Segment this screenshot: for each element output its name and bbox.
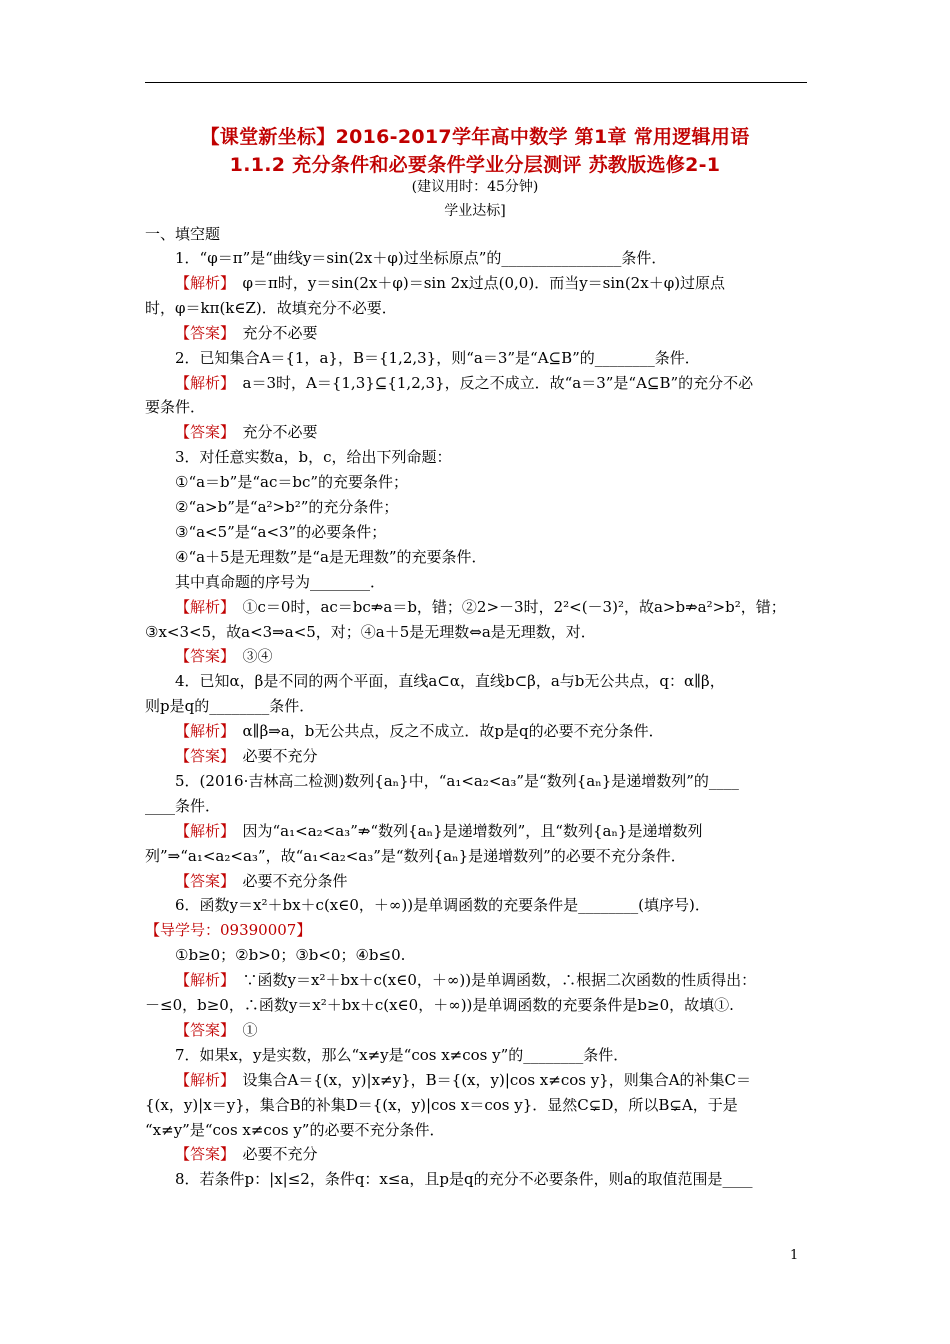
body-line (145, 445, 810, 469)
body-line (145, 1018, 810, 1042)
line-text: ④“a＋5是无理数”是“a是无理数”的充要条件． (175, 548, 487, 566)
body-line (145, 570, 810, 594)
line-text: 3．对任意实数a，b，c，给出下列命题： (175, 448, 452, 466)
analysis-tag: 【解析】 (175, 822, 228, 840)
line-text: a＝3时，A＝{1,3}⊆{1,2,3}，反之不成立．故“a＝3”是“A⊆B”的充分不必 (227, 374, 754, 392)
line-text: 必要不充分条件 (227, 872, 348, 890)
guide-number-tag: 【导学号：09390007】 (145, 921, 312, 939)
line-text: 6．函数y＝x²＋bx＋c(x∈0，＋∞))是单调函数的充要条件是________(填序号)． (175, 896, 710, 914)
part-heading: 一、填空题 (145, 225, 221, 243)
line-text: 充分不必要 (227, 423, 318, 441)
body-line (145, 744, 810, 768)
body-line (145, 395, 810, 419)
doc-title-line2: 1.1.2 充分条件和必要条件学业分层测评 苏教版选修2-1 (229, 154, 721, 176)
analysis-tag: 【解析】 (175, 1071, 228, 1089)
answer-tag: 【答案】 (175, 1021, 228, 1039)
line-text: ③④ (227, 647, 273, 665)
line-text: －≤0，b≥0，∴函数y＝x²＋bx＋c(x∈0，＋∞))是单调函数的充要条件是b≥0，故填①. (145, 996, 734, 1014)
body-line (145, 1167, 810, 1191)
body-line (145, 1093, 810, 1117)
body-line (145, 669, 810, 693)
body-line (145, 420, 810, 444)
line-text: 列”⇒“a₁<a₂<a₃”，故“a₁<a₂<a₃”是“数列{aₙ}是递增数列”的必要不充分条件． (145, 847, 686, 865)
line-text: α∥β⇒a，b无公共点，反之不成立．故p是q的必要不充分条件． (227, 722, 664, 740)
line-text: ①b≥0；②b>0；③b<0；④b≤0. (175, 946, 406, 964)
body-line (145, 371, 810, 395)
body-line (145, 869, 810, 893)
body-line (145, 694, 810, 718)
line-text: 因为“a₁<a₂<a₃”⇏“数列{aₙ}是递增数列”，且“数列{aₙ}是递增数列 (227, 822, 703, 840)
line-text: 8．若条件p：|x|≤2，条件q：x≤a，且p是q的充分不必要条件，则a的取值范围是____ (175, 1170, 753, 1188)
time-note: (建议用时：45分钟) (411, 179, 539, 195)
line-text: ③x<3<5，故a<3⇒a<5，对；④a＋5是无理数⇔a是无理数，对． (145, 623, 596, 641)
body-line (145, 918, 810, 942)
line-text: 4．已知α，β是不同的两个平面，直线a⊂α，直线b⊂β，a与b无公共点，q：α∥β， (175, 672, 725, 690)
body-line (145, 719, 810, 743)
line-text: ①“a＝b”是“ac＝bc”的充要条件； (175, 473, 409, 491)
page-number: 1 (790, 1248, 799, 1263)
line-text: 充分不必要 (227, 324, 318, 342)
body-line (145, 794, 810, 818)
line-text: “x≠y”是“cos x≠cos y”的必要不充分条件． (145, 1121, 445, 1139)
line-text: 1．“φ＝π”是“曲线y＝sin(2x＋φ)过坐标原点”的________________条件． (175, 249, 667, 267)
line-text: 则p是q的________条件． (145, 697, 315, 715)
body-line (145, 819, 810, 843)
answer-tag: 【答案】 (175, 747, 228, 765)
line-text: 必要不充分 (227, 1145, 318, 1163)
body-line (145, 943, 810, 967)
header-rule (145, 82, 807, 83)
body-line (145, 844, 810, 868)
body-line (145, 545, 810, 569)
body-line (145, 520, 810, 544)
body-line (145, 893, 810, 917)
body-line (145, 1118, 810, 1142)
body-line (145, 346, 810, 370)
analysis-tag: 【解析】 (175, 722, 228, 740)
line-text: 其中真命题的序号为________． (175, 573, 386, 591)
line-text: {(x，y)|x＝y}，集合B的补集D＝{(x，y)|cos x＝cos y}．显然C⊊D，所以B⊊A，于是 (145, 1096, 738, 1114)
line-text: 设集合A＝{(x，y)|x≠y}，B＝{(x，y)|cos x≠cos y}，则集合A的补集C＝ (227, 1071, 752, 1089)
line-text: 要条件． (145, 398, 206, 416)
line-text: 5．(2016·吉林高二检测)数列{aₙ}中，“a₁<a₂<a₃”是“数列{aₙ}是递增数列”的____ (175, 772, 739, 790)
answer-tag: 【答案】 (175, 423, 228, 441)
analysis-tag: 【解析】 (175, 374, 228, 392)
line-text: 时，φ＝kπ(k∈Z)．故填充分不必要． (145, 299, 397, 317)
body-line (145, 620, 810, 644)
body-line (145, 296, 810, 320)
answer-tag: 【答案】 (175, 324, 228, 342)
line-text: ②“a>b”是“a²>b²”的充分条件； (175, 498, 399, 516)
line-text: φ＝π时，y＝sin(2x＋φ)＝sin 2x过点(0,0)．而当y＝sin(2x＋φ)过原点 (227, 274, 726, 292)
line-text: 7．如果x，y是实数，那么“x≠y是“cos x≠cos y”的________条件． (175, 1046, 629, 1064)
body-line (145, 993, 810, 1017)
line-text: ∵函数y＝x²＋bx＋c(x∈0，＋∞))是单调函数，∴根据二次函数的性质得出： (227, 971, 757, 989)
doc-title-line1: 【课堂新坐标】2016-2017学年高中数学 第1章 常用逻辑用语 (200, 126, 750, 148)
line-text: ③“a<5”是“a<3”的必要条件； (175, 523, 387, 541)
line-text: 必要不充分 (227, 747, 318, 765)
body-line (145, 644, 810, 668)
line-text: 2．已知集合A＝{1，a}，B＝{1,2,3}，则“a＝3”是“A⊆B”的________条件． (175, 349, 700, 367)
answer-tag: 【答案】 (175, 1145, 228, 1163)
answer-tag: 【答案】 (175, 647, 228, 665)
body-line (145, 769, 810, 793)
body-line (145, 968, 810, 992)
body-line (145, 1043, 810, 1067)
line-text: ① (227, 1021, 258, 1039)
body-line (145, 1142, 810, 1166)
body-line (145, 470, 810, 494)
body-line (145, 495, 810, 519)
line-text: ____条件． (145, 797, 221, 815)
analysis-tag: 【解析】 (175, 971, 228, 989)
body-line (145, 321, 810, 345)
section-label: 学业达标] (444, 203, 506, 219)
body-line (145, 595, 810, 619)
analysis-tag: 【解析】 (175, 598, 228, 616)
body-line (145, 271, 810, 295)
answer-tag: 【答案】 (175, 872, 228, 890)
analysis-tag: 【解析】 (175, 274, 228, 292)
line-text: ①c＝0时，ac＝bc⇏a＝b，错；②2>－3时，2²<(－3)²，故a>b⇏a²>b²，错； (227, 598, 786, 616)
body-line (145, 246, 810, 270)
body-line (145, 1068, 810, 1092)
